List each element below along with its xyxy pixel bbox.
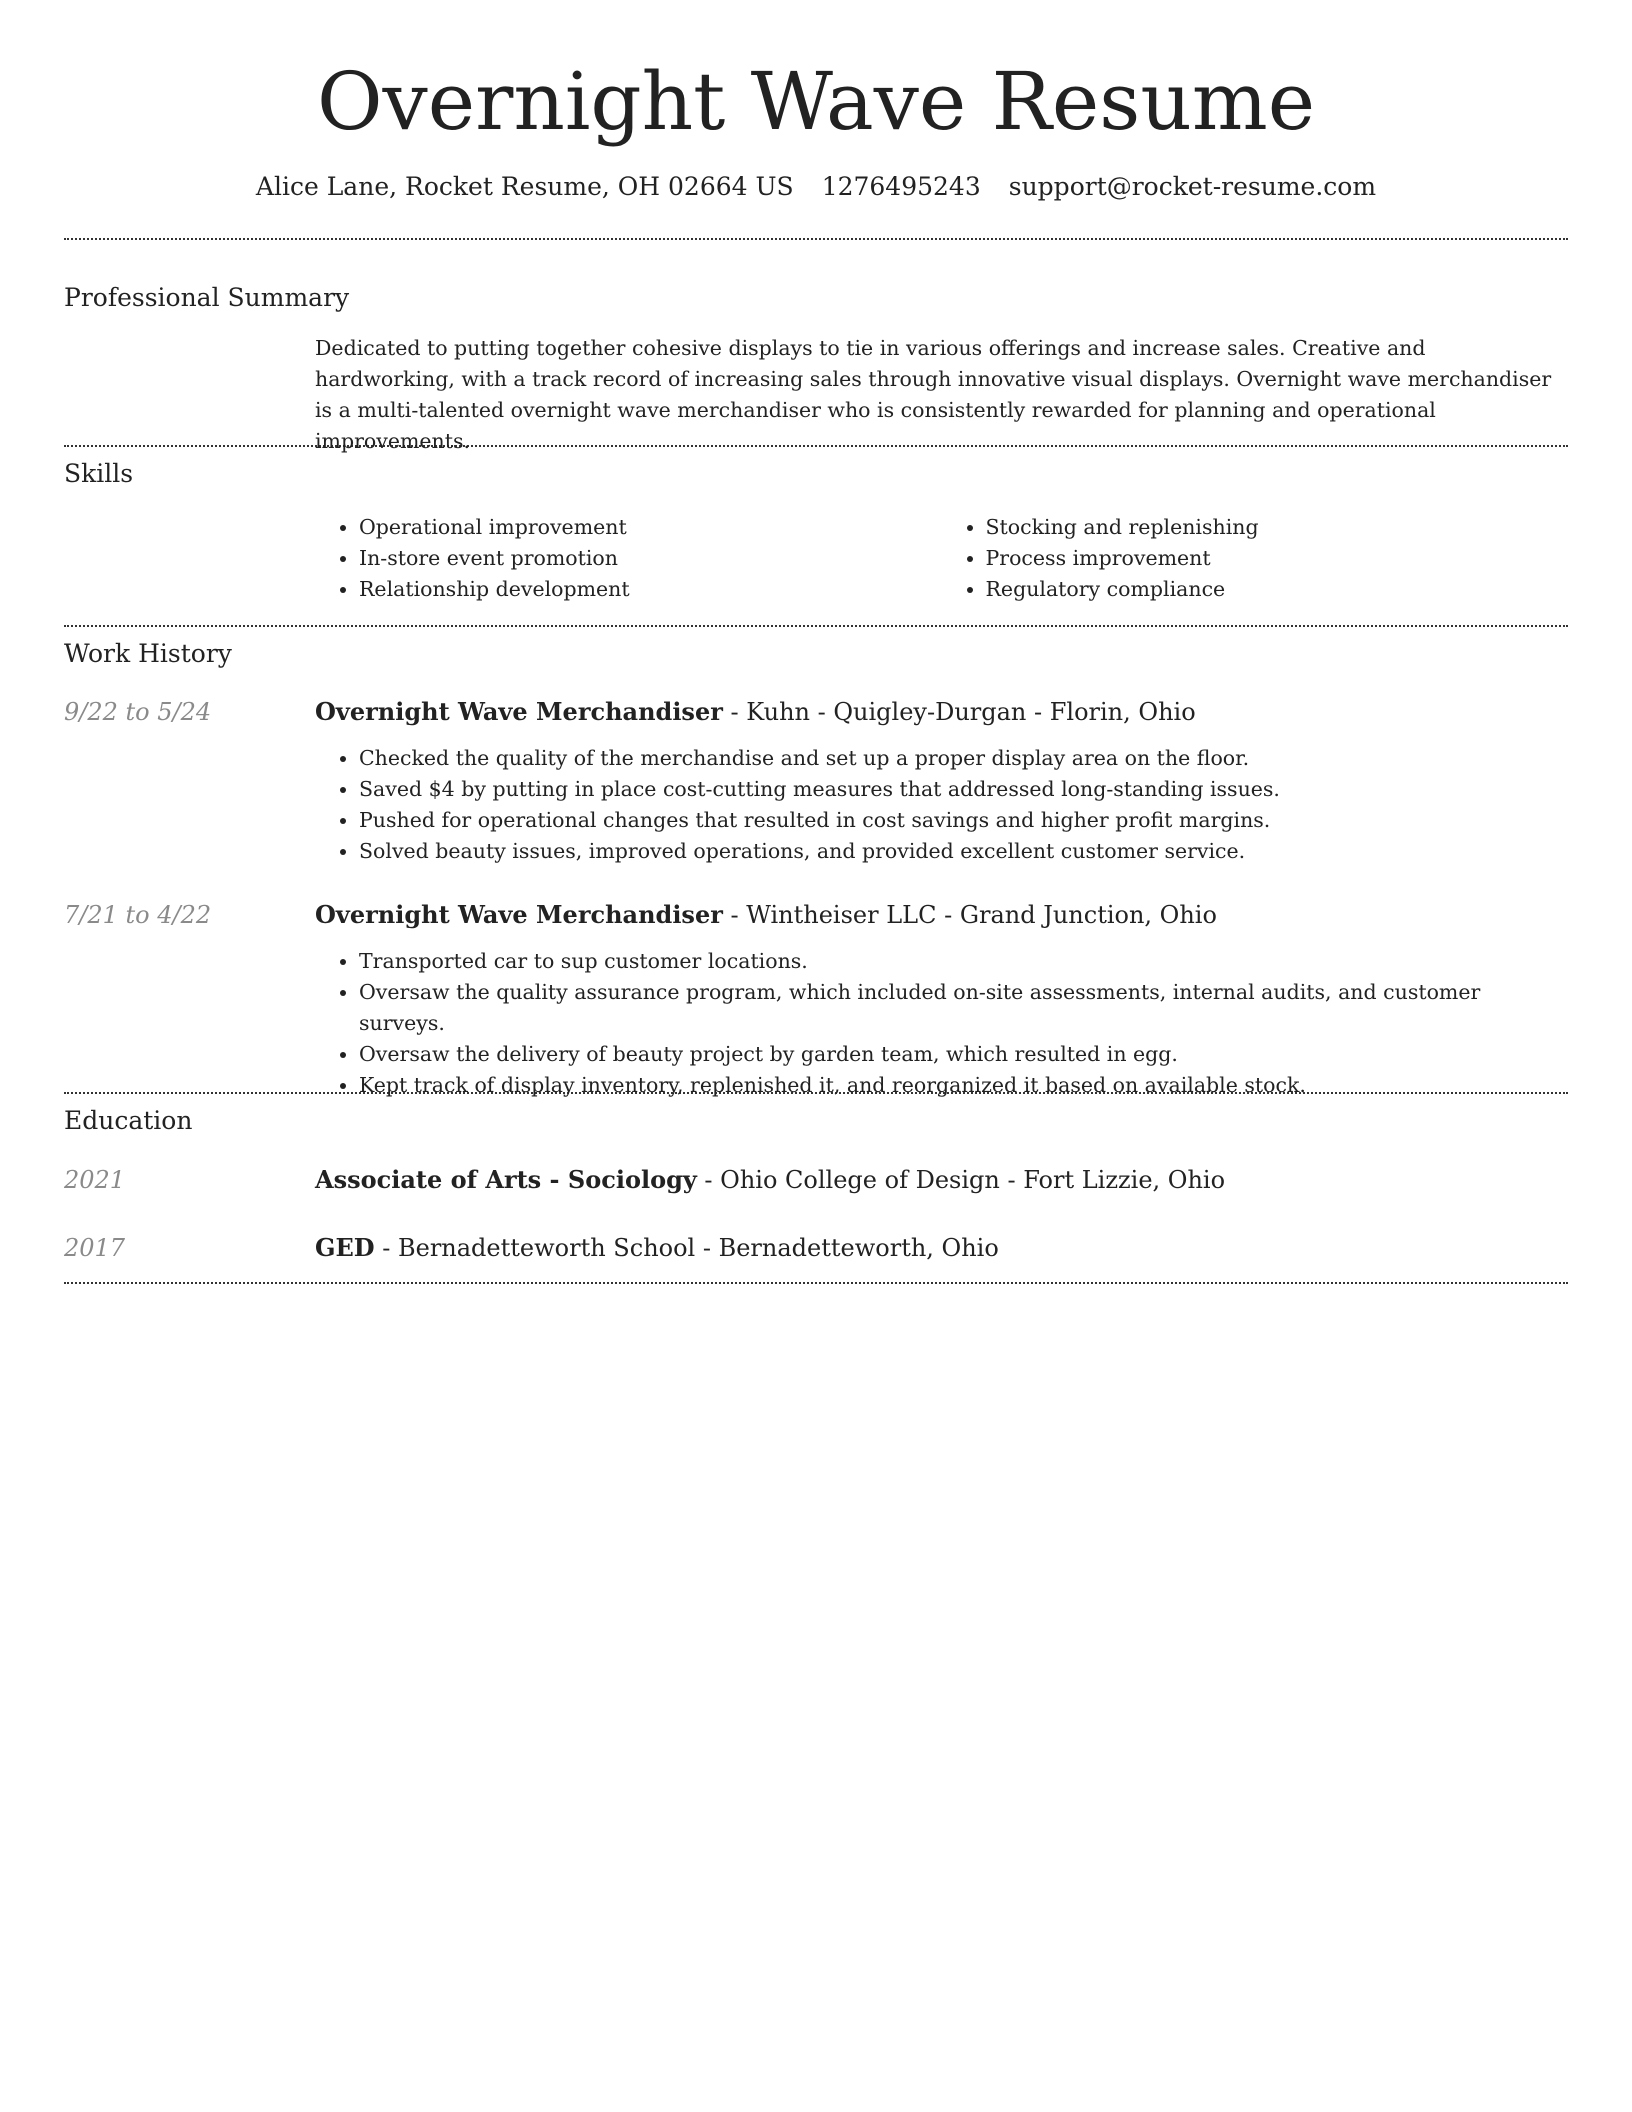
job-employer: - Kuhn - Quigley-Durgan - Florin, Ohio [722, 698, 1196, 726]
job-title [315, 898, 1568, 932]
job-bullets [315, 946, 1568, 1101]
job-entry [64, 898, 1568, 1101]
job-bullets [315, 743, 1568, 867]
contact-address: Alice Lane, Rocket Resume, OH 02664 US [255, 172, 794, 201]
summary-text: Dedicated to putting together cohesive displays to tie in various offerings and increase sales. Creative and hardworking, with a track record of increasing sales through innovative visual displays. Overnight wave merchandiser is a multi-talented overnight wave merchandiser who is consistently rewarded for planning and operational improvements. [315, 336, 1552, 453]
contact-email: support@rocket-resume.com [1008, 172, 1377, 201]
job-bullet: • Oversaw the delivery of beauty project by garden team, which resulted in egg. [359, 1039, 1568, 1070]
job-employer: - Wintheiser LLC - Grand Junction, Ohio [722, 901, 1217, 929]
work-title: Work History [64, 639, 232, 668]
skill-item: • In-store event promotion [359, 543, 942, 574]
job-bullet: • Oversaw the quality assurance program, which included on-site assessments, internal audits, and customer surveys. [359, 977, 1568, 1039]
resume-name: Overnight Wave Resume [316, 55, 1316, 148]
summary-title: Professional Summary [64, 283, 350, 312]
education-year: 2021 [64, 1166, 126, 1194]
skill-item: • Relationship development [359, 574, 942, 605]
job-dates: 7/21 to 4/22 [64, 901, 212, 929]
summary-section [64, 240, 1568, 453]
skill-item: • Process improvement [986, 543, 1569, 574]
resume-header [64, 0, 1568, 204]
skills-list-right [942, 512, 1569, 605]
job-bullet: • Checked the quality of the merchandise and set up a proper display area on the floor. [359, 743, 1568, 774]
work-section [64, 627, 1568, 1097]
skill-item: • Regulatory compliance [986, 574, 1569, 605]
skills-section [64, 447, 1568, 625]
job-title [315, 695, 1568, 729]
job-bullet: • Pushed for operational changes that resulted in cost savings and higher profit margins. [359, 805, 1568, 836]
education-detail [315, 1231, 1568, 1265]
education-section [64, 1094, 1568, 1282]
resume-page [64, 0, 1568, 1284]
job-bullet: • Saved $4 by putting in place cost-cutting measures that addressed long-standing issues. [359, 774, 1568, 805]
skills-list-left [315, 512, 942, 605]
divider [64, 1282, 1568, 1284]
job-dates: 9/22 to 5/24 [64, 698, 212, 726]
job-bullet: • Kept track of display inventory, replenished it, and reorganized it based on available stock. [359, 1070, 1568, 1101]
skills-title: Skills [64, 459, 134, 488]
job-position: Overnight Wave Merchandiser [315, 697, 723, 726]
job-bullet: • Transported car to sup customer locations. [359, 946, 1568, 977]
job-entry [64, 695, 1568, 867]
contact-line [64, 170, 1568, 204]
education-entry [64, 1163, 1568, 1197]
education-entry [64, 1231, 1568, 1265]
education-school: - Bernadetteworth School - Bernadetteworth, Ohio [374, 1234, 999, 1262]
education-detail [315, 1163, 1568, 1197]
education-degree: GED [315, 1233, 375, 1262]
education-title: Education [64, 1106, 193, 1135]
skill-item: • Stocking and replenishing [986, 512, 1569, 543]
job-position: Overnight Wave Merchandiser [315, 900, 723, 929]
education-school: - Ohio College of Design - Fort Lizzie, Ohio [696, 1166, 1226, 1194]
education-year: 2017 [64, 1234, 126, 1262]
job-bullet: • Solved beauty issues, improved operations, and provided excellent customer service. [359, 836, 1568, 867]
education-degree: Associate of Arts - Sociology [315, 1165, 697, 1194]
skill-item: • Operational improvement [359, 512, 942, 543]
contact-phone: 1276495243 [821, 172, 981, 201]
